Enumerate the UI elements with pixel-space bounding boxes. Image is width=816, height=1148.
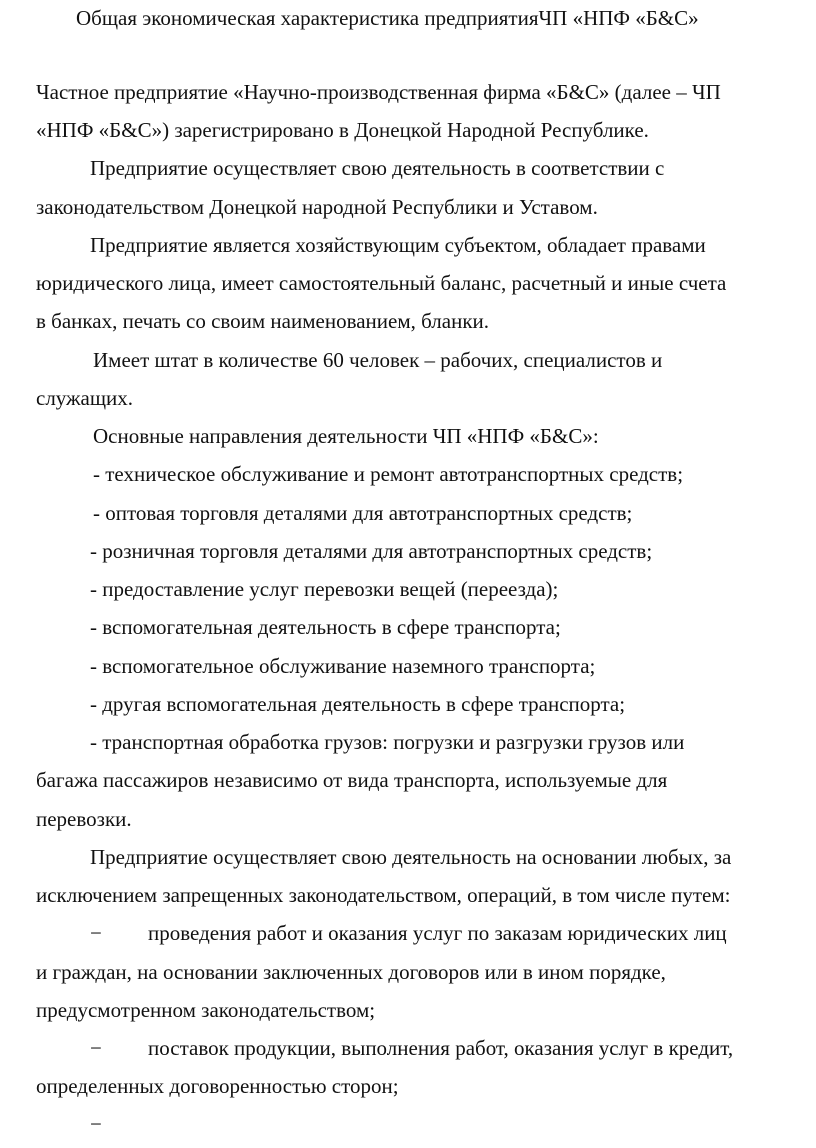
list-item: - транспортная обработка грузов: погрузки и разгрузки грузов или [90,730,685,754]
list-item: - техническое обслуживание и ремонт автотранспортных средств; [93,462,684,486]
paragraph-line: служащих. [36,386,134,410]
list-item: - оптовая торговля деталями для автотранспортных средств; [93,501,633,525]
bullet-continuation: предусмотренном законодательством; [36,998,376,1022]
list-item-continuation: багажа пассажиров независимо от вида транспорта, используемые для [36,768,668,792]
list-heading: Основные направления деятельности ЧП «НПФ «Б&С»: [93,424,599,448]
paragraph-line: в банках, печать со своим наименованием, бланки. [36,309,490,333]
list-item-continuation: перевозки. [36,807,132,831]
bullet-text: проведения работ и оказания услуг по заказам юридических лиц [148,921,727,945]
bullet-continuation: и граждан, на основании заключенных договоров или в ином порядке, [36,960,666,984]
list-item: - розничная торговля деталями для автотранспортных средств; [90,539,653,563]
paragraph-line: исключением запрещенных законодательством, операций, в том числе путем: [36,883,731,907]
paragraph-line: Предприятие осуществляет свою деятельность на основании любых, за [90,845,732,869]
bullet-text: поставок продукции, выполнения работ, оказания услуг в кредит, [148,1036,734,1060]
document-title: Общая экономическая характеристика предприятияЧП «НПФ «Б&С» [76,6,699,30]
paragraph-line: законодательством Донецкой народной Республики и Уставом. [36,195,598,219]
list-item: - другая вспомогательная деятельность в сфере транспорта; [90,692,626,716]
paragraph-line: «НПФ «Б&С») зарегистрировано в Донецкой Народной Республике. [36,118,649,142]
list-item: - предоставление услуг перевозки вещей (переезда); [90,577,559,601]
dash-bullet-icon: − [90,921,102,945]
list-item: - вспомогательная деятельность в сфере транспорта; [90,615,561,639]
list-item: - вспомогательное обслуживание наземного транспорта; [90,654,596,678]
bullet-continuation: определенных договоренностью сторон; [36,1074,399,1098]
dash-bullet-icon: − [90,1112,102,1136]
dash-bullet-icon: − [90,1036,102,1060]
paragraph-line: Предприятие является хозяйствующим субъектом, обладает правами [90,233,706,257]
paragraph-line: Предприятие осуществляет свою деятельность в соответствии с [90,156,665,180]
paragraph-line: Частное предприятие «Научно-производственная фирма «Б&С» (далее – ЧП [36,80,721,104]
paragraph-line: юридического лица, имеет самостоятельный баланс, расчетный и иные счета [36,271,727,295]
paragraph-line: Имеет штат в количестве 60 человек – рабочих, специалистов и [93,348,663,372]
